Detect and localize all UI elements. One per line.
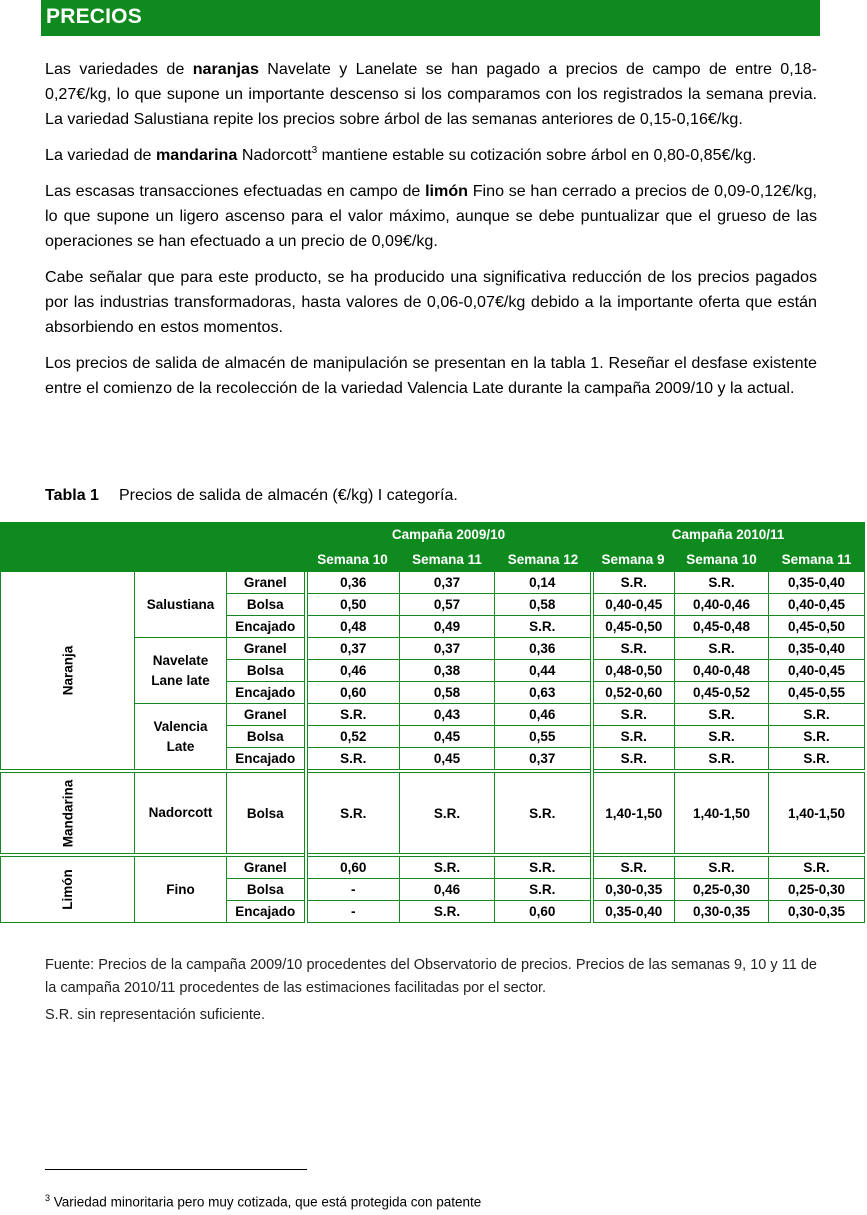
section-header-bar — [41, 0, 820, 36]
price-cell: S.R. — [400, 855, 495, 879]
presentation-cell: Bolsa — [227, 771, 306, 855]
price-cell: 0,60 — [306, 682, 400, 704]
price-cell: 0,45-0,50 — [769, 616, 865, 638]
price-cell: 0,35-0,40 — [769, 572, 865, 594]
price-cell: S.R. — [675, 748, 769, 772]
variety-navelate: Navelate Lane late — [135, 638, 227, 704]
table-notes — [45, 954, 817, 1031]
variety-salustiana: Salustiana — [135, 572, 227, 638]
price-cell: 0,52-0,60 — [592, 682, 675, 704]
source-note: Fuente: Precios de la campaña 2009/10 procedentes del Observatorio de precios. Precios de las semanas 9, 10 y 11 de la campaña 2010/11 procedentes de las estimaciones facilitadas por el sector. — [45, 957, 817, 996]
header-week: Semana 11 — [769, 548, 865, 572]
variety-valencia: Valencia Late — [135, 704, 227, 772]
price-cell: 0,40-0,45 — [592, 594, 675, 616]
price-cell: 0,30-0,35 — [592, 879, 675, 901]
sr-note: S.R. sin representación suficiente. — [45, 1007, 266, 1023]
header-blank — [1, 548, 306, 572]
variety-fino: Fino — [135, 855, 227, 923]
price-cell: 0,55 — [495, 726, 592, 748]
price-cell: 0,36 — [306, 572, 400, 594]
price-cell: S.R. — [592, 726, 675, 748]
price-cell: 0,52 — [306, 726, 400, 748]
table-caption-text: Precios de salida de almacén (€/kg) I categoría. — [118, 487, 458, 504]
price-cell: S.R. — [592, 572, 675, 594]
price-cell: S.R. — [306, 704, 400, 726]
footnote-ref[interactable]: 3 — [311, 144, 318, 156]
table-body — [1, 572, 865, 923]
footnote-text: Variedad minoritaria pero muy cotizada, que está protegida con patente — [53, 1194, 482, 1210]
paragraph-industria: Cabe señalar que para este producto, se ha producido una significativa reducción de los precios pagados por las industrias transformadoras, hasta valores de 0,06-0,07€/kg debido a la importante oferta que están absorbiendo en estos momentos. — [45, 268, 817, 336]
price-cell: S.R. — [769, 748, 865, 772]
presentation-cell: Granel — [227, 855, 306, 879]
product-group-mandarina: Mandarina — [1, 771, 135, 855]
presentation-cell: Bolsa — [227, 879, 306, 901]
price-cell: 0,38 — [400, 660, 495, 682]
price-cell: 0,60 — [306, 855, 400, 879]
presentation-cell: Encajado — [227, 616, 306, 638]
header-week: Semana 9 — [592, 548, 675, 572]
price-cell: S.R. — [400, 901, 495, 923]
header-week: Semana 11 — [400, 548, 495, 572]
price-cell: 0,48 — [306, 616, 400, 638]
presentation-cell: Granel — [227, 704, 306, 726]
header-week: Semana 10 — [306, 548, 400, 572]
price-cell: 0,63 — [495, 682, 592, 704]
price-cell: 0,45 — [400, 748, 495, 772]
price-cell: - — [306, 879, 400, 901]
price-cell: S.R. — [592, 704, 675, 726]
body-text — [45, 57, 817, 412]
price-cell: 0,45 — [400, 726, 495, 748]
price-cell: S.R. — [592, 748, 675, 772]
price-cell: S.R. — [306, 748, 400, 772]
footnote-divider — [45, 1169, 307, 1170]
price-cell: S.R. — [495, 616, 592, 638]
price-cell: 1,40-1,50 — [592, 771, 675, 855]
product-group-naranja: Naranja — [1, 572, 135, 772]
price-cell: 0,45-0,48 — [675, 616, 769, 638]
price-cell: 0,57 — [400, 594, 495, 616]
price-cell: 0,30-0,35 — [769, 901, 865, 923]
presentation-cell: Bolsa — [227, 726, 306, 748]
price-cell: 0,58 — [400, 682, 495, 704]
price-cell: S.R. — [592, 638, 675, 660]
table-row — [1, 572, 865, 594]
table-caption — [45, 487, 458, 505]
price-cell: S.R. — [675, 726, 769, 748]
header-week: Semana 12 — [495, 548, 592, 572]
price-cell: 0,50 — [306, 594, 400, 616]
presentation-cell: Encajado — [227, 682, 306, 704]
price-cell: 0,40-0,45 — [769, 660, 865, 682]
price-cell: 0,49 — [400, 616, 495, 638]
price-cell: 0,35-0,40 — [769, 638, 865, 660]
price-cell: S.R. — [495, 855, 592, 879]
price-cell: S.R. — [495, 771, 592, 855]
price-cell: 0,37 — [400, 638, 495, 660]
price-cell: 0,30-0,35 — [675, 901, 769, 923]
paragraph-almacen: Los precios de salida de almacén de manipulación se presentan en la tabla 1. Reseñar el desfase existente entre el comienzo de la recolección de la variedad Valencia Late durante la campaña 2009/10 y la actual. — [45, 354, 817, 397]
paragraph-limon: Las escasas transacciones efectuadas en campo de limón Fino se han cerrado a precios de 0,09-0,12€/kg, lo que supone un ligero ascenso para el valor máximo, aunque se debe puntualizar que el grueso de las operaciones se han efectuado a un precio de 0,09€/kg. — [45, 182, 817, 250]
table-row — [1, 855, 865, 879]
header-week: Semana 10 — [675, 548, 769, 572]
price-cell: 0,40-0,45 — [769, 594, 865, 616]
price-cell: 0,37 — [400, 572, 495, 594]
price-cell: 0,60 — [495, 901, 592, 923]
presentation-cell: Bolsa — [227, 594, 306, 616]
price-cell: 0,45-0,52 — [675, 682, 769, 704]
price-cell: S.R. — [769, 855, 865, 879]
price-cell: S.R. — [769, 726, 865, 748]
price-cell: S.R. — [495, 879, 592, 901]
price-cell: S.R. — [675, 572, 769, 594]
price-cell: 1,40-1,50 — [769, 771, 865, 855]
header-campaign-2009: Campaña 2009/10 — [306, 523, 592, 548]
price-cell: S.R. — [675, 704, 769, 726]
price-cell: 0,25-0,30 — [675, 879, 769, 901]
price-cell: 0,46 — [495, 704, 592, 726]
paragraph-mandarina: La variedad de mandarina Nadorcott$^3$ mantiene estable su cotización sobre árbol en 0,80-0,85€/kg. — [45, 144, 757, 164]
price-cell: 1,40-1,50 — [675, 771, 769, 855]
price-cell: 0,25-0,30 — [769, 879, 865, 901]
presentation-cell: Granel — [227, 572, 306, 594]
price-cell: 0,46 — [400, 879, 495, 901]
header-campaign-2010: Campaña 2010/11 — [592, 523, 865, 548]
price-cell: 0,35-0,40 — [592, 901, 675, 923]
footnote — [45, 1193, 481, 1210]
footnote-number: 3 — [45, 1193, 51, 1203]
header-blank — [1, 523, 306, 548]
presentation-cell: Encajado — [227, 748, 306, 772]
price-cell: 0,37 — [306, 638, 400, 660]
price-cell: 0,46 — [306, 660, 400, 682]
price-cell: - — [306, 901, 400, 923]
price-cell: 0,36 — [495, 638, 592, 660]
price-cell: S.R. — [769, 704, 865, 726]
paragraph-naranjas: Las variedades de naranjas Navelate y Lanelate se han pagado a precios de campo de entre 0,18-0,27€/kg, lo que supone un importante descenso si los comparamos con los registrados la semana previa. La variedad Salustiana repite los precios sobre árbol de las semanas anteriores de 0,15-0,16€/kg. — [45, 60, 817, 128]
prices-table — [0, 522, 865, 923]
section-title: PRECIOS — [46, 5, 142, 28]
product-group-limon: Limón — [1, 855, 135, 923]
price-cell: 0,45-0,50 — [592, 616, 675, 638]
price-cell: 0,48-0,50 — [592, 660, 675, 682]
price-cell: 0,37 — [495, 748, 592, 772]
price-cell: 0,58 — [495, 594, 592, 616]
price-cell: S.R. — [400, 771, 495, 855]
price-cell: 0,44 — [495, 660, 592, 682]
price-cell: 0,43 — [400, 704, 495, 726]
price-cell: S.R. — [675, 638, 769, 660]
price-cell: S.R. — [592, 855, 675, 879]
price-cell: 0,14 — [495, 572, 592, 594]
price-cell: 0,40-0,46 — [675, 594, 769, 616]
price-cell: S.R. — [675, 855, 769, 879]
price-cell: S.R. — [306, 771, 400, 855]
presentation-cell: Encajado — [227, 901, 306, 923]
price-cell: 0,45-0,55 — [769, 682, 865, 704]
variety-nadorcott: Nadorcott — [135, 771, 227, 855]
presentation-cell: Granel — [227, 638, 306, 660]
presentation-cell: Bolsa — [227, 660, 306, 682]
table-row — [1, 771, 865, 855]
price-cell: 0,40-0,48 — [675, 660, 769, 682]
table-caption-label: Tabla 1 — [45, 487, 99, 504]
